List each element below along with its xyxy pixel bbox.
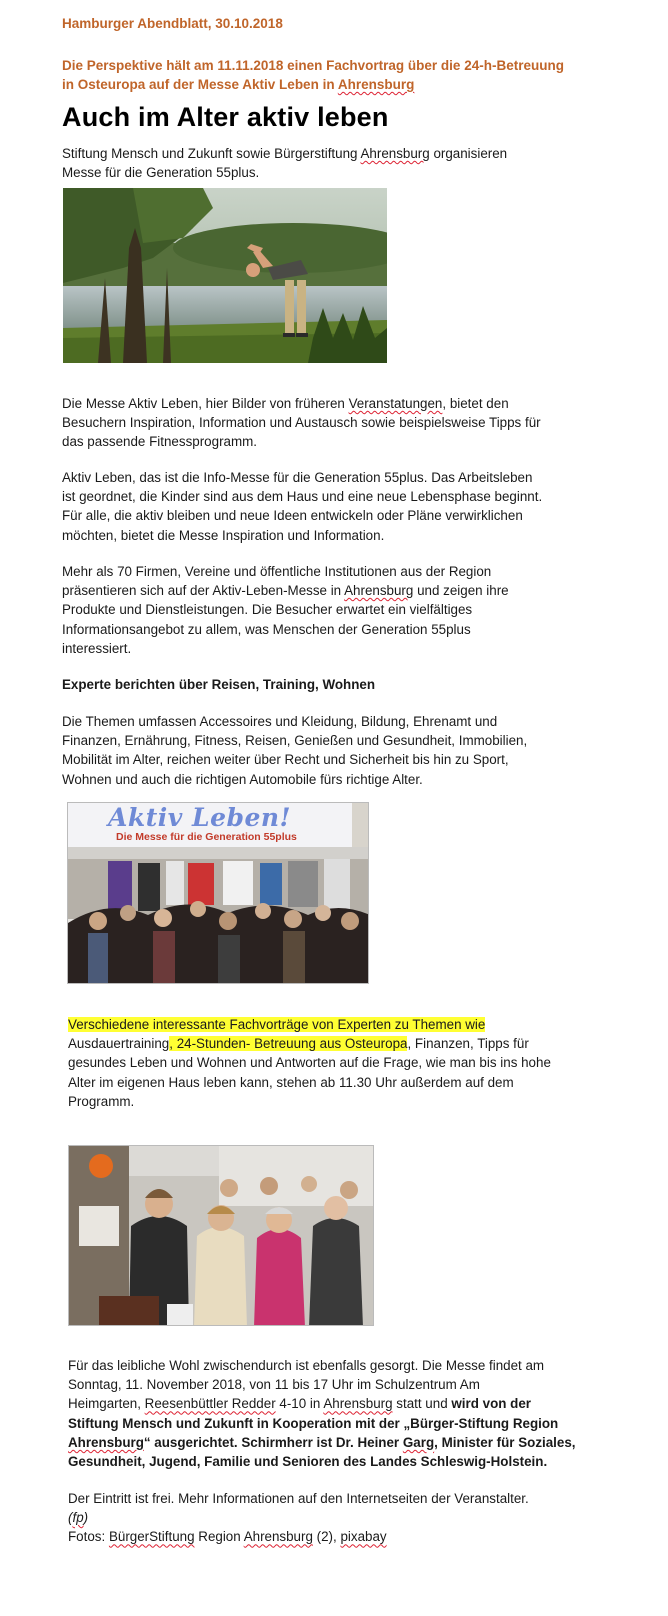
highlighted-text: Verschiedene interessante Fachvorträge von Experten zu Themen wie bbox=[68, 1017, 486, 1032]
lead-text: organisieren bbox=[429, 146, 508, 161]
town-name: Ahrensburg bbox=[68, 1434, 144, 1450]
para1-text: Die Messe Aktiv Leben, hier Bilder von früheren bbox=[62, 396, 349, 411]
intro-line-1: Die Perspektive hält am 11.11.2018 einen Fachvortrag über die 24-h-Betreuung bbox=[62, 58, 564, 73]
para6-bold-text: wird von der bbox=[451, 1396, 531, 1412]
town-name: Ahrensburg bbox=[323, 1396, 393, 1412]
section-subheading: Experte berichten über Reisen, Training, Wohnen bbox=[62, 677, 376, 692]
banner-title: Aktiv Leben! bbox=[108, 803, 292, 832]
para5-text: , Finanzen, Tipps für bbox=[407, 1036, 529, 1052]
paragraph-5 bbox=[68, 1015, 648, 1111]
intro-text bbox=[62, 56, 602, 94]
para3-line-3: Produkte und Dienstleistungen. Die Besucher erwartet ein vielfältiges bbox=[62, 602, 473, 618]
photo-source: pixabay bbox=[340, 1529, 387, 1545]
para2-line-1: Aktiv Leben, das ist die Info-Messe für die Generation 55plus. Das Arbeitsleben bbox=[62, 470, 533, 485]
intro-line-2 bbox=[62, 75, 602, 94]
footer-text: Region bbox=[194, 1529, 244, 1545]
banner-subtitle: Die Messe für die Generation 55plus bbox=[116, 831, 297, 843]
lead-line-1 bbox=[62, 144, 622, 163]
para4-line-1: Die Themen umfassen Accessoires und Kleidung, Bildung, Ehrenamt und bbox=[62, 714, 498, 729]
misspelled-word: Veranstatungen bbox=[348, 396, 443, 411]
org-name: BürgerStiftung bbox=[108, 1529, 195, 1545]
footer-text: ) bbox=[83, 1510, 89, 1526]
photo-lake-stretching bbox=[63, 188, 387, 363]
footer-line-3 bbox=[68, 1527, 648, 1546]
para5-line-5: Programm. bbox=[68, 1093, 135, 1109]
person-name: Garg bbox=[402, 1434, 435, 1450]
para1-line-3: das passende Fitnessprogramm. bbox=[62, 434, 258, 450]
para2-line-2: ist geordnet, die Kinder sind aus dem Haus und eine neue Lebensphase beginnt. bbox=[62, 489, 543, 505]
para1-line-1 bbox=[62, 394, 642, 413]
highlighted-text: , 24-Stunden- Betreuung aus Osteuropa bbox=[169, 1036, 408, 1052]
article-title: Auch im Alter aktiv leben bbox=[62, 102, 389, 132]
para6-line-1: Für das leibliche Wohl zwischendurch ist ebenfalls gesorgt. Die Messe findet am bbox=[68, 1358, 545, 1373]
paragraph-1 bbox=[62, 394, 642, 452]
para3-line-5: interessiert. bbox=[62, 640, 132, 656]
lead-line-2: Messe für die Generation 55plus. bbox=[62, 165, 260, 181]
footer-text: (2), bbox=[312, 1529, 341, 1545]
para5-line-2 bbox=[68, 1034, 648, 1053]
lake-photo-image bbox=[63, 188, 387, 363]
lead-text: Stiftung Mensch und Zukunft sowie Bürgerstiftung bbox=[62, 146, 361, 161]
footer-line-2 bbox=[68, 1508, 648, 1527]
para6-bold-text: “ ausgerichtet. Schirmherr ist Dr. Heiner bbox=[143, 1434, 403, 1450]
para3-line-1: Mehr als 70 Firmen, Vereine und öffentliche Institutionen aus der Region bbox=[62, 564, 492, 579]
para6-text: 4-10 in bbox=[275, 1396, 324, 1412]
para6-line-6: Gesundheit, Jugend, Familie und Senioren des Landes Schleswig-Holstein. bbox=[68, 1454, 548, 1470]
footer-text: Fotos: bbox=[68, 1529, 109, 1545]
para3-line-4: Informationsangebot zu allem, was Menschen der Generation 55plus bbox=[62, 621, 471, 637]
photo-fair-hall bbox=[67, 802, 369, 984]
para6-line-2: Sonntag, 11. November 2018, von 11 bis 17 Uhr im Schulzentrum Am bbox=[68, 1377, 480, 1393]
town-name: Ahrensburg bbox=[337, 77, 415, 92]
para6-line-3 bbox=[68, 1394, 648, 1413]
para4-line-4: Wohnen und auch die richtigen Automobile fürs richtige Alter. bbox=[62, 771, 423, 787]
paragraph-2 bbox=[62, 468, 642, 545]
visitors-image bbox=[69, 1146, 374, 1326]
para6-text: statt und bbox=[392, 1396, 452, 1412]
para6-line-5 bbox=[68, 1433, 648, 1452]
para6-bold-text: , Minister für Soziales, bbox=[434, 1434, 576, 1450]
para3-text: und zeigen ihre bbox=[413, 583, 509, 599]
para3-line-2 bbox=[62, 581, 642, 600]
paragraph-4 bbox=[62, 712, 642, 789]
para6-text: Heimgarten, bbox=[68, 1396, 145, 1412]
paragraph-6 bbox=[68, 1356, 648, 1471]
para5-text: Ausdauertraining bbox=[68, 1036, 170, 1052]
lead-paragraph bbox=[62, 144, 622, 182]
para5-line-4: Alter im eigenen Haus leben kann, stehen ab 11.30 Uhr außerdem auf dem bbox=[68, 1074, 514, 1090]
street-name: Reesenbüttler Redder bbox=[144, 1396, 276, 1412]
para1-line-2: Besuchern Inspiration, Information und Austausch sowie beispielsweise Tipps für bbox=[62, 415, 541, 431]
photo-visitors-booth bbox=[68, 1145, 374, 1326]
footer-text: ( bbox=[68, 1510, 73, 1526]
town-name: Ahrensburg bbox=[360, 146, 430, 161]
para4-line-2: Finanzen, Ernährung, Fitness, Reisen, Genießen und Gesundheit, Immobilien, bbox=[62, 733, 528, 749]
para2-line-4: möchten, bietet die Messe Inspiration und Information. bbox=[62, 527, 385, 543]
para1-text: , bietet den bbox=[442, 396, 509, 411]
para5-line-3: gesundes Leben und Wohnen und Antworten auf die Frage, wie man bis ins hohe bbox=[68, 1055, 551, 1071]
intro-line-2-text: in Osteuropa auf der Messe Aktiv Leben in bbox=[62, 77, 338, 92]
source-line: Hamburger Abendblatt, 30.10.2018 bbox=[62, 16, 283, 31]
para3-text: präsentieren sich auf der Aktiv-Leben-Messe in bbox=[62, 583, 345, 599]
para2-line-3: Für alle, die aktiv bleiben und neue Ideen entwickeln oder Pläne verwirklichen bbox=[62, 508, 523, 524]
footer-line-1: Der Eintritt ist frei. Mehr Informationen auf den Internetseiten der Veranstalter. bbox=[68, 1491, 529, 1506]
para5-line-1 bbox=[68, 1015, 648, 1034]
footer bbox=[68, 1489, 648, 1547]
paragraph-3 bbox=[62, 562, 642, 658]
town-name: Ahrensburg bbox=[243, 1529, 313, 1545]
town-name: Ahrensburg bbox=[344, 583, 414, 599]
para4-line-3: Mobilität im Alter, reichen weiter über Recht und Sicherheit bis hin zu Sport, bbox=[62, 752, 509, 768]
author-initials: fp bbox=[72, 1510, 84, 1526]
para6-line-4: Stiftung Mensch und Zukunft in Kooperation mit der „Bürger-Stiftung Region bbox=[68, 1415, 559, 1431]
